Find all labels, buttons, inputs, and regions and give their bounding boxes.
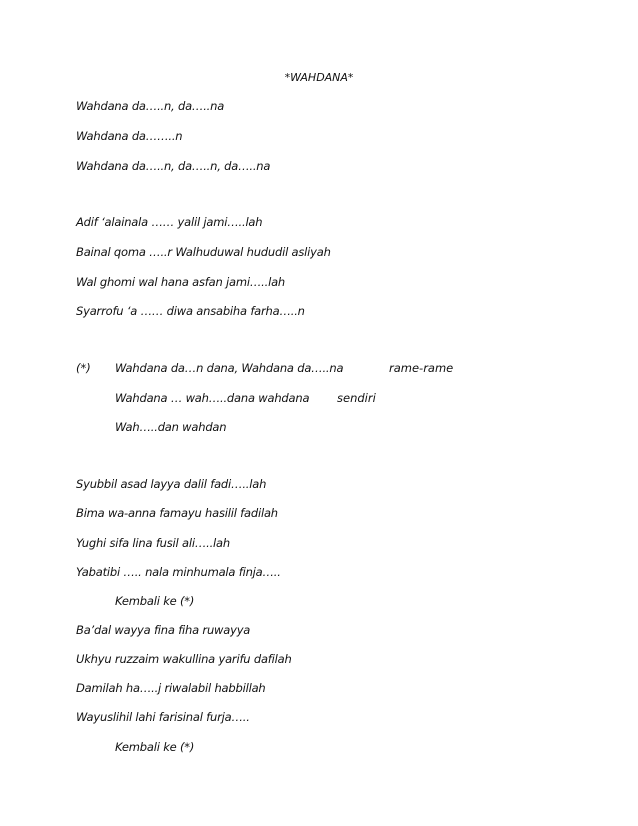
- verse1-line-2: Wahdana da……..n: [76, 129, 183, 143]
- chorus-line-2-note: sendiri: [337, 391, 376, 405]
- verse2-line-4: Syarrofu ‘a …… diwa ansabiha farha…..n: [76, 304, 305, 318]
- verse1-line-3: Wahdana da…..n, da…..n, da…..na: [76, 159, 271, 173]
- verse2-line-3: Wal ghomi wal hana asfan jami…..lah: [76, 275, 286, 289]
- chorus-line-3: Wah…..dan wahdan: [115, 420, 227, 434]
- verse1-line-1: Wahdana da…..n, da…..na: [76, 99, 225, 113]
- verse2-line-2: Bainal qoma …..r Walhuduwal hududil asliyah: [76, 245, 331, 259]
- verse3-line-3: Yughi sifa lina fusil ali…..lah: [76, 536, 230, 550]
- verse4-line-2: Ukhyu ruzzaim wakullina yarifu dafilah: [76, 652, 292, 666]
- verse2-line-1: Adif ‘alainala …… yalil jami…..lah: [76, 215, 263, 229]
- verse4-line-4: Wayuslihil lahi farisinal furja…..: [76, 710, 250, 724]
- song-title: *WAHDANA*: [284, 71, 354, 84]
- chorus-line-1: Wahdana da…n dana, Wahdana da…..na: [115, 361, 344, 375]
- verse4-line-1: Ba’dal wayya fina fiha ruwayya: [76, 623, 251, 637]
- verse3-line-4: Yabatibi ….. nala minhumala finja…..: [76, 565, 281, 579]
- verse3-line-2: Bima wa-anna famayu hasilil fadilah: [76, 506, 278, 520]
- repeat-chorus-2: Kembali ke (*): [115, 740, 195, 754]
- chorus-line-1-note: rame-rame: [389, 361, 454, 375]
- verse3-line-1: Syubbil asad layya dalil fadi…..lah: [76, 477, 267, 491]
- chorus-line-2: Wahdana … wah…..dana wahdana: [115, 391, 310, 405]
- verse4-line-3: Damilah ha…..j riwalabil habbillah: [76, 681, 266, 695]
- repeat-chorus-1: Kembali ke (*): [115, 594, 195, 608]
- chorus-marker: (*): [76, 361, 91, 375]
